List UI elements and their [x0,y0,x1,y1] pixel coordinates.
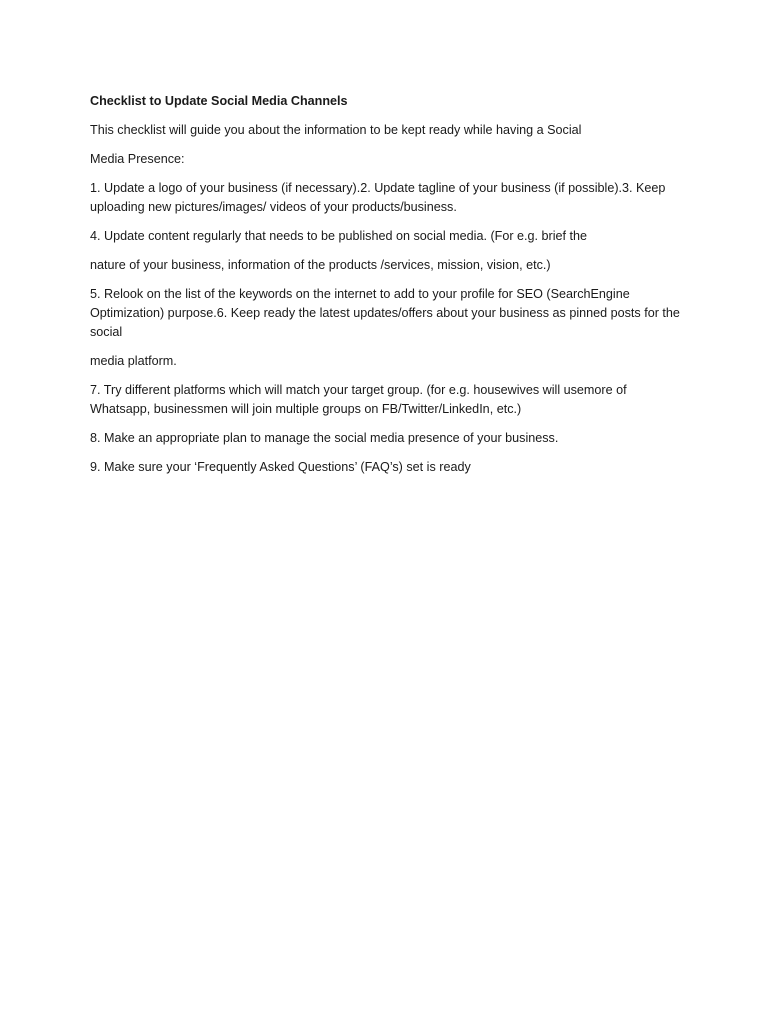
checklist-item-7: 7. Try different platforms which will match your target group. (for e.g. housewives will usemore of Whatsapp, businessmen will join multiple groups on FB/Twitter/LinkedIn, etc.) [90,383,627,416]
checklist-items-1-3: 1. Update a logo of your business (if necessary).2. Update tagline of your business (if possible).3. Keep uploading new pictures/images/ videos of your products/business. [90,181,666,214]
checklist-item-4-continued: nature of your business, information of the products /services, mission, vision, etc.) [90,258,551,272]
intro-line-2: Media Presence: [90,152,185,166]
checklist-item-6-continued: media platform. [90,354,177,368]
checklist-item-8: 8. Make an appropriate plan to manage the social media presence of your business. [90,431,559,445]
checklist-item-9: 9. Make sure your ‘Frequently Asked Questions’ (FAQ’s) set is ready [90,460,471,474]
checklist-item-4: 4. Update content regularly that needs to be published on social media. (For e.g. brief the [90,229,588,243]
document-body [90,92,680,487]
document-title: Checklist to Update Social Media Channels [90,94,348,108]
intro-line-1: This checklist will guide you about the information to be kept ready while having a Social [90,123,582,137]
checklist-items-5-6: 5. Relook on the list of the keywords on the internet to add to your profile for SEO (SearchEngine Optimization) purpose.6. Keep ready the latest updates/offers about your business as pinned posts for the social [90,287,680,339]
